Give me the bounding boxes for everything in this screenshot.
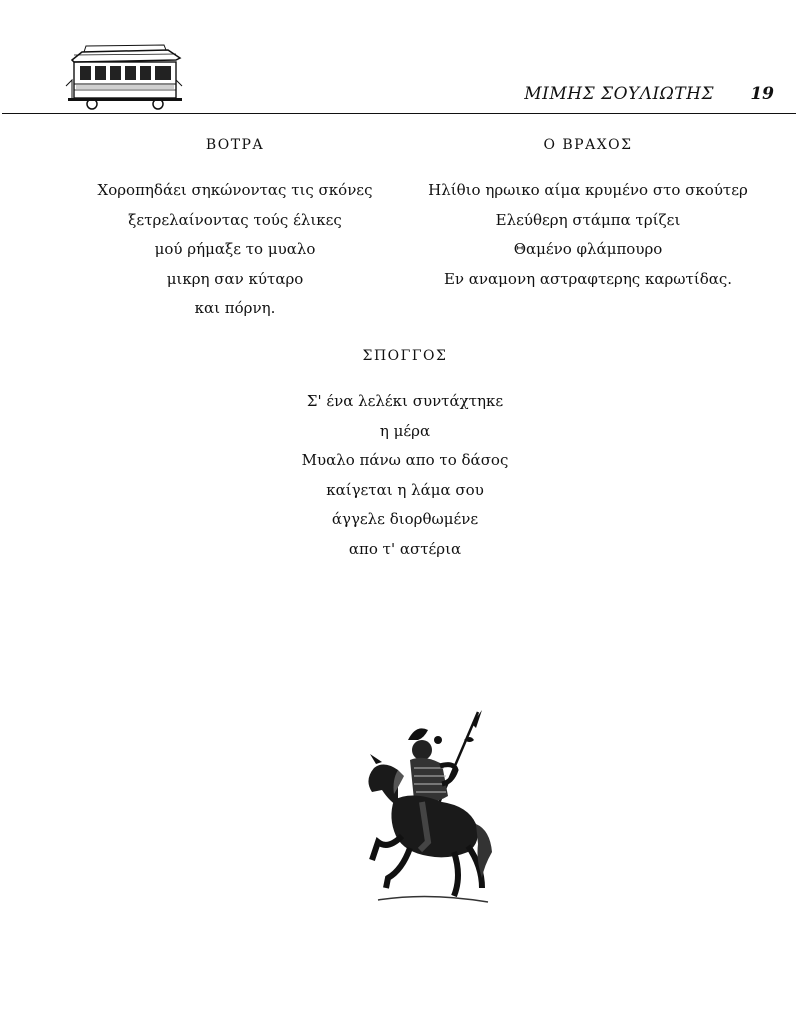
poem-line: απο τ' αστέρια (348, 539, 462, 558)
poem-line: και πόρνη. (194, 299, 276, 317)
poem-line: Ελεύθερη στάμπα τρίζει (495, 210, 681, 229)
poem-title: Ο ΒΡΑΧΟΣ (543, 137, 633, 153)
tram-car-icon (64, 40, 186, 110)
poem-title: ΣΠΟΓΓΟΣ (362, 348, 448, 364)
poem-line: Θαμένο φλάμπουρο (513, 240, 663, 258)
poem-line: Μυαλο πάνω απο το δάσος (301, 451, 509, 469)
poem-line: ξετρελαίνοντας τούς έλικες (128, 210, 342, 229)
page-header (0, 0, 804, 118)
header-rule (2, 113, 796, 114)
poem-line: άγγελε διορθωμένε (331, 510, 479, 528)
running-head: ΜΙΜΗΣ ΣΟΥΛΙΩΤΗΣ (524, 84, 714, 104)
poem-botra (60, 136, 410, 324)
poem-line: καίγεται η λάμα σου (326, 480, 484, 499)
poem-line: μού ρήμαξε το μυαλο (154, 240, 316, 258)
poem-line: Χοροπηδάει σηκώνοντας τις σκόνες (97, 181, 373, 199)
poem-line: Σ' ένα λελέκι συντάχτηκε (306, 392, 504, 410)
poem-spongos (230, 347, 580, 564)
poem-o-vrachos (412, 136, 764, 294)
mounted-knight-icon (358, 710, 494, 906)
page-number: 19 (750, 84, 774, 104)
poem-line: μικρη σαν κύταρο (166, 269, 304, 288)
poem-line: η μέρα (379, 421, 431, 440)
poem-title: ΒΟΤΡΑ (205, 137, 265, 153)
poem-line: Εν αναμονη αστραφτερης καρωτίδας. (443, 269, 733, 288)
poem-line: Ηλίθιο ηρωικο αίμα κρυμένο στο σκούτερ (428, 181, 748, 199)
